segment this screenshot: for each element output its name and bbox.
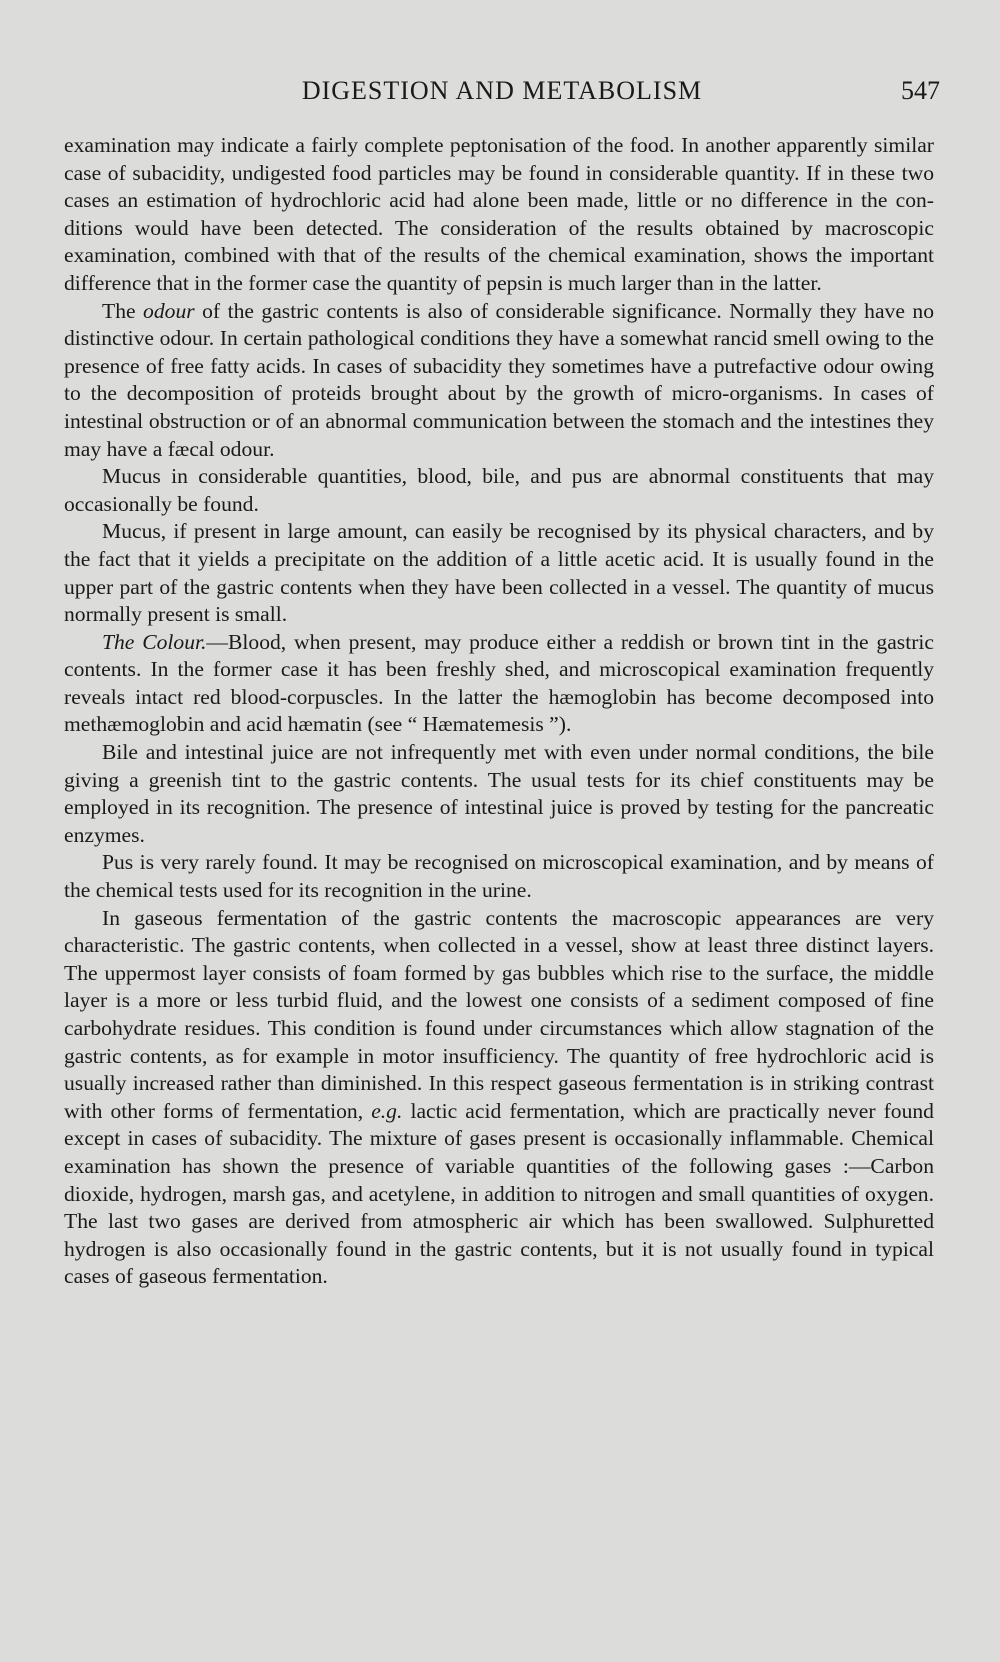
paragraph-colour — [64, 629, 934, 739]
italic-heading-colour: The Colour. — [102, 629, 207, 654]
body-text — [64, 132, 934, 1291]
paragraph-gaseous-fermentation — [64, 905, 934, 1291]
page-number: 547 — [901, 76, 940, 105]
text-run: In gaseous fermentation of the gastric contents the macroscopic appearances are very characteristic. The gastric contents, when collected in a vessel, show at least three distinct layers. The uppermost layer consists of foam formed by gas bubbles which rise to the surface, the middle layer is a more or less turbid fluid, and the lowest one consists of a sediment composed of fine carbohydrate residues. This condition is found under circumstances which allow stagnation of the gastric contents, as for example in motor insufficiency. The quantity of free hydrochloric acid is usually increased rather than diminished. In this respect gaseous fermentation is in striking contrast with other forms of fermentation, — [64, 905, 934, 1123]
paragraph-mucus: Mucus, if present in large amount, can easily be recognised by its physical characters, and by the fact that it yields a precipitate on the addition of a little acetic acid. It is usually found in the upper part of the gastric contents when they have been collected in a vessel. The quantity of mucus normally present is small. — [64, 519, 934, 627]
paragraph-continuation: examination may indicate a fairly complete peptonisation of the food. In another apparently similar case of subacidity, undigested food particles may be found in considerable quantity. If in these two cases an estimation of hydrochloric acid had alone been made, little or no difference in the conditions would have been detected. The consideration of the results obtained by macroscopic examination, combined with that of the results of the chemical examination, shows the important difference that in the former case the quantity of pepsin is much larger than in the latter. — [64, 133, 934, 295]
paragraph-abnormal-constituents: Mucus in considerable quantities, blood, bile, and pus are abnormal constituents that may occasionally be found. — [64, 464, 934, 516]
paragraph-bile: Bile and intestinal juice are not infrequently met with even under normal conditions, the bile giving a greenish tint to the gastric contents. The usual tests for its chief constituents may be employed in its recognition. The presence of intestinal juice is proved by testing for the pancreatic enzymes. — [64, 740, 934, 847]
text-run: The — [102, 298, 144, 323]
text-run: lactic acid fermentation, which are practically never found except in cases of subacidity. The mixture of gases present is occasionally inflammable. Chemical examination has shown the presence of variable quantities of the following gases :—Carbon dioxide, hydrogen, marsh gas, and acetylene, in addition to nitrogen and small quantities of oxygen. The last two gases are derived from atmospheric air which has been swallowed. Sulphuretted hydrogen is also occasionally found in the gastric contents, but it is not usually found in typical cases of gaseous fermentation. — [64, 1098, 934, 1289]
paragraph-odour — [64, 298, 934, 464]
running-head: DIGESTION AND METABOLISM — [301, 76, 703, 105]
italic-abbrev-eg: e.g. — [371, 1098, 403, 1123]
paragraph-pus: Pus is very rarely found. It may be recognised on microscopical examination, and by means of the chemical tests used for its recognition in the urine. — [64, 850, 934, 903]
text-run: of the gastric contents is also of considerable significance. Normally they have no distinctive odour. In certain pathological conditions they have a somewhat rancid smell owing to the presence of free fatty acids. In cases of subacidity they sometimes have a putrefactive odour owing to the decomposition of proteids brought about by the growth of micro-organisms. In cases of intestinal obstruction or of an abnormal communication between the stomach and the intestines they may have a fæcal odour. — [64, 298, 934, 461]
text-run: —Blood, when present, may produce either a reddish or brown tint in the gastric contents. In the former case it has been freshly shed, and microscopical examination frequently reveals intact red blood-corpuscles. In the latter the hæmoglobin has become decomposed into methæmoglobin and acid hæmatin (see “ Hæmatemesis ”). — [64, 629, 934, 737]
page-header — [64, 76, 940, 116]
italic-term-odour: odour — [143, 298, 195, 323]
